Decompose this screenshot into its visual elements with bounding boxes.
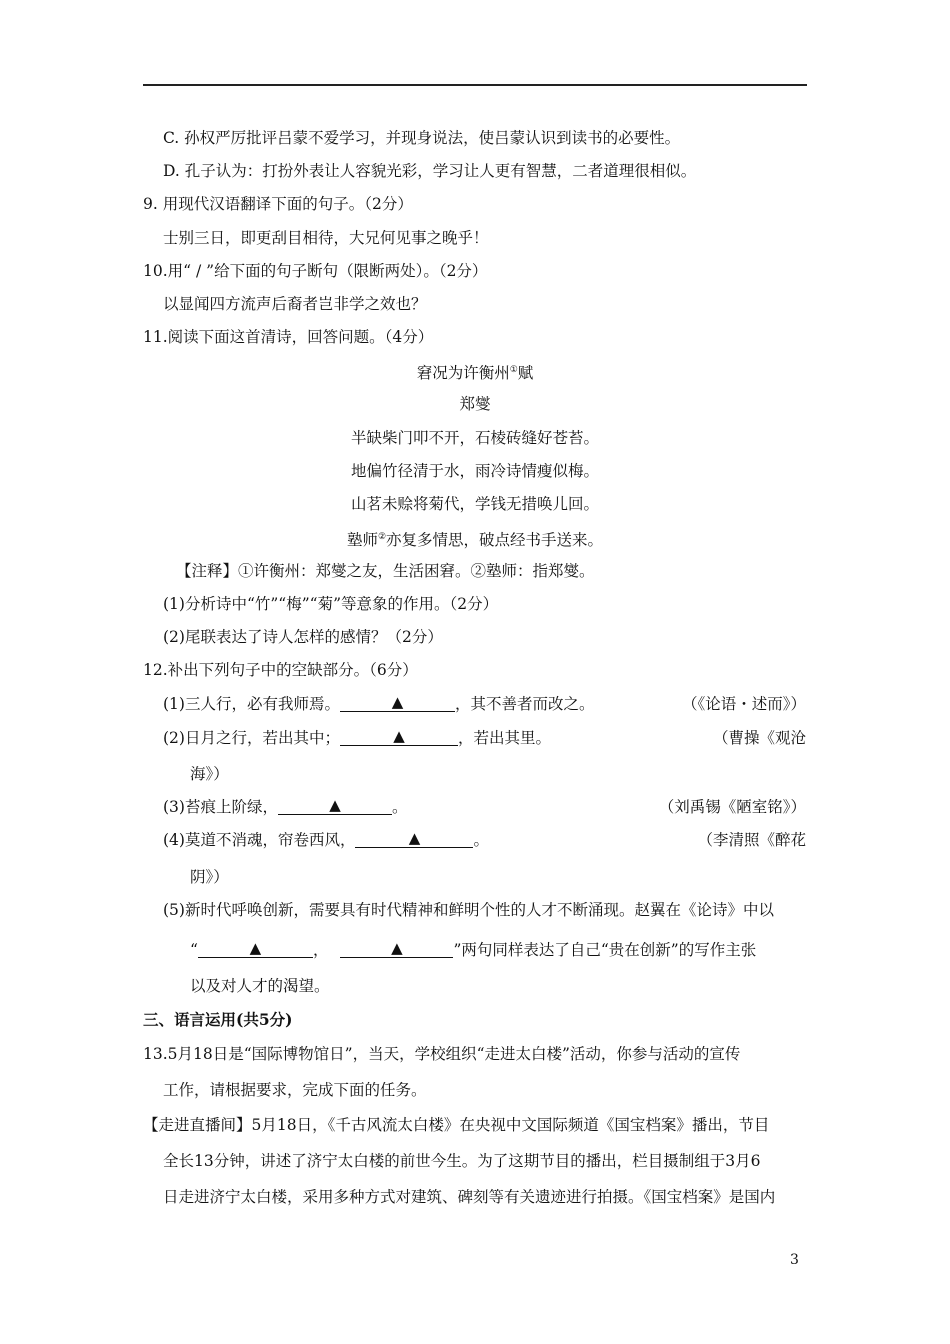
poem-line-4-start: 塾师 <box>346 531 378 549</box>
q12-item-1-source: （《论语・述而》） <box>681 695 806 713</box>
q12-item-4-tail: 。 <box>473 831 489 849</box>
q11-sub-2: (2)尾联表达了诗人怎样的感情？（2分） <box>163 628 443 646</box>
q12-item-3-source: （刘禹锡《陋室铭》） <box>658 798 806 816</box>
q10-stem: 10.用“ / ”给下面的句子断句（限断两处）。（2分） <box>143 262 488 280</box>
triangle-marker-icon: ▲ <box>329 796 341 814</box>
poem-line-4 <box>0 527 950 550</box>
fill-blank-1[interactable] <box>340 695 455 712</box>
triangle-marker-icon: ▲ <box>249 939 262 957</box>
poem-line-1: 半缺柴门叩不开，石棱砖缝好苍苔。 <box>350 429 599 447</box>
poem-line-4-rest: 亦复多情思，破点经书手送来。 <box>386 531 604 549</box>
q12-item-2-source-cont: 海》） <box>190 765 229 783</box>
q12-stem: 12.补出下列句子中的空缺部分。（6分） <box>143 661 418 679</box>
q8-option-c: C. 孙权严厉批评吕蒙不爱学习，并现身说法，使吕蒙认识到读书的必要性。 <box>163 129 681 147</box>
q12-item-5-line-1: (5)新时代呼唤创新，需要具有时代精神和鲜明个性的人才不断涌现。赵翼在《论诗》中以 <box>163 901 774 919</box>
section-3-heading: 三、语言运用(共5分) <box>143 1010 293 1029</box>
header-rule <box>143 84 807 86</box>
q12-item-5-line-3: 以及对人才的渴望。 <box>190 977 330 995</box>
q11-sub-1: (1)分析诗中“竹”“梅”“菊”等意象的作用。（2分） <box>163 595 499 613</box>
q12-item-5-line-2-tail: ”两句同样表达了自己“贵在创新”的写作主张 <box>453 941 757 959</box>
poem-title-main: 窘况为许衡州 <box>416 364 510 382</box>
q12-item-4-source-cont: 阴》） <box>190 868 229 886</box>
poem-notes: 【注释】①许衡州：郑燮之友，生活困窘。②塾师：指郑燮。 <box>176 562 595 580</box>
poem-title-footnote-mark: ① <box>509 365 518 375</box>
q12-item-1-text: (1)三人行，必有我师焉。 <box>163 695 340 713</box>
poem-author: 郑燮 <box>459 395 491 413</box>
q12-item-1-tail: ，其不善者而改之。 <box>454 695 595 713</box>
poem-title <box>0 360 950 383</box>
q12-item-1 <box>163 694 594 714</box>
triangle-marker-icon: ▲ <box>393 727 405 745</box>
page-number: 3 <box>790 1252 799 1268</box>
poem-title-end: 赋 <box>517 364 534 382</box>
q12-item-3-tail: 。 <box>391 798 408 816</box>
triangle-marker-icon: ▲ <box>391 693 404 711</box>
poem-line-4-footnote-mark: ② <box>377 532 387 542</box>
q12-item-3-text: (3)苔痕上阶绿， <box>163 798 278 816</box>
q13-line-1: 13.5月18日是“国际博物馆日”，当天，学校组织“走进太白楼”活动，你参与活动的宣传 <box>143 1045 741 1063</box>
fill-blank-2[interactable] <box>340 729 458 746</box>
poem-line-2: 地偏竹径清于水，雨冷诗情瘦似梅。 <box>350 462 599 480</box>
q9-stem: 9. 用现代汉语翻译下面的句子。（2分） <box>143 195 413 213</box>
triangle-marker-icon: ▲ <box>391 939 403 957</box>
q13-line-2: 工作，请根据要求，完成下面的任务。 <box>163 1081 427 1099</box>
poem-line-3: 山茗未赊将菊代，学钱无措唤儿回。 <box>350 495 599 513</box>
q12-item-4 <box>163 830 489 850</box>
q12-item-3 <box>163 797 407 817</box>
fill-blank-6[interactable] <box>340 941 453 958</box>
q11-stem: 11.阅读下面这首清诗，回答问题。（4分） <box>143 328 434 346</box>
q13-paragraph-line-2: 全长13分钟，讲述了济宁太白楼的前世今生。为了这期节目的播出，栏目摄制组于3月6 <box>163 1152 761 1170</box>
fill-blank-3[interactable] <box>278 798 392 815</box>
q9-sentence: 士别三日，即更刮目相待，大兄何见事之晚乎！ <box>163 229 489 247</box>
q12-item-5-line-2 <box>190 940 756 960</box>
fill-blank-4[interactable] <box>355 831 473 848</box>
fill-blank-5[interactable] <box>198 941 313 958</box>
triangle-marker-icon: ▲ <box>408 829 421 847</box>
q12-item-2-tail: ，若出其里。 <box>457 729 551 747</box>
q12-item-2-source: （曹操《观沧 <box>712 729 806 747</box>
q12-item-2 <box>163 728 551 748</box>
open-quote: “ <box>190 941 198 959</box>
q12-item-4-source: （李清照《醉花 <box>697 831 806 849</box>
q12-item-2-text: (2)日月之行，若出其中； <box>163 729 340 747</box>
q8-option-d: D. 孔子认为：打扮外表让人容貌光彩，学习让人更有智慧，二者道理很相似。 <box>163 162 697 180</box>
q13-paragraph-line-3: 日走进济宁太白楼，采用多种方式对建筑、碑刻等有关遗迹进行拍摄。《国宝档案》是国内 <box>163 1188 776 1206</box>
blank-separator: ， <box>312 941 329 959</box>
q12-item-4-text: (4)莫道不消魂，帘卷西风， <box>163 831 356 849</box>
q10-sentence: 以显闻四方流声后裔者岂非学之效也？ <box>163 295 427 313</box>
q13-paragraph-line-1: 【走进直播间】5月18日，《千古风流太白楼》在央视中文国际频道《国宝档案》播出，节目 <box>143 1116 770 1134</box>
